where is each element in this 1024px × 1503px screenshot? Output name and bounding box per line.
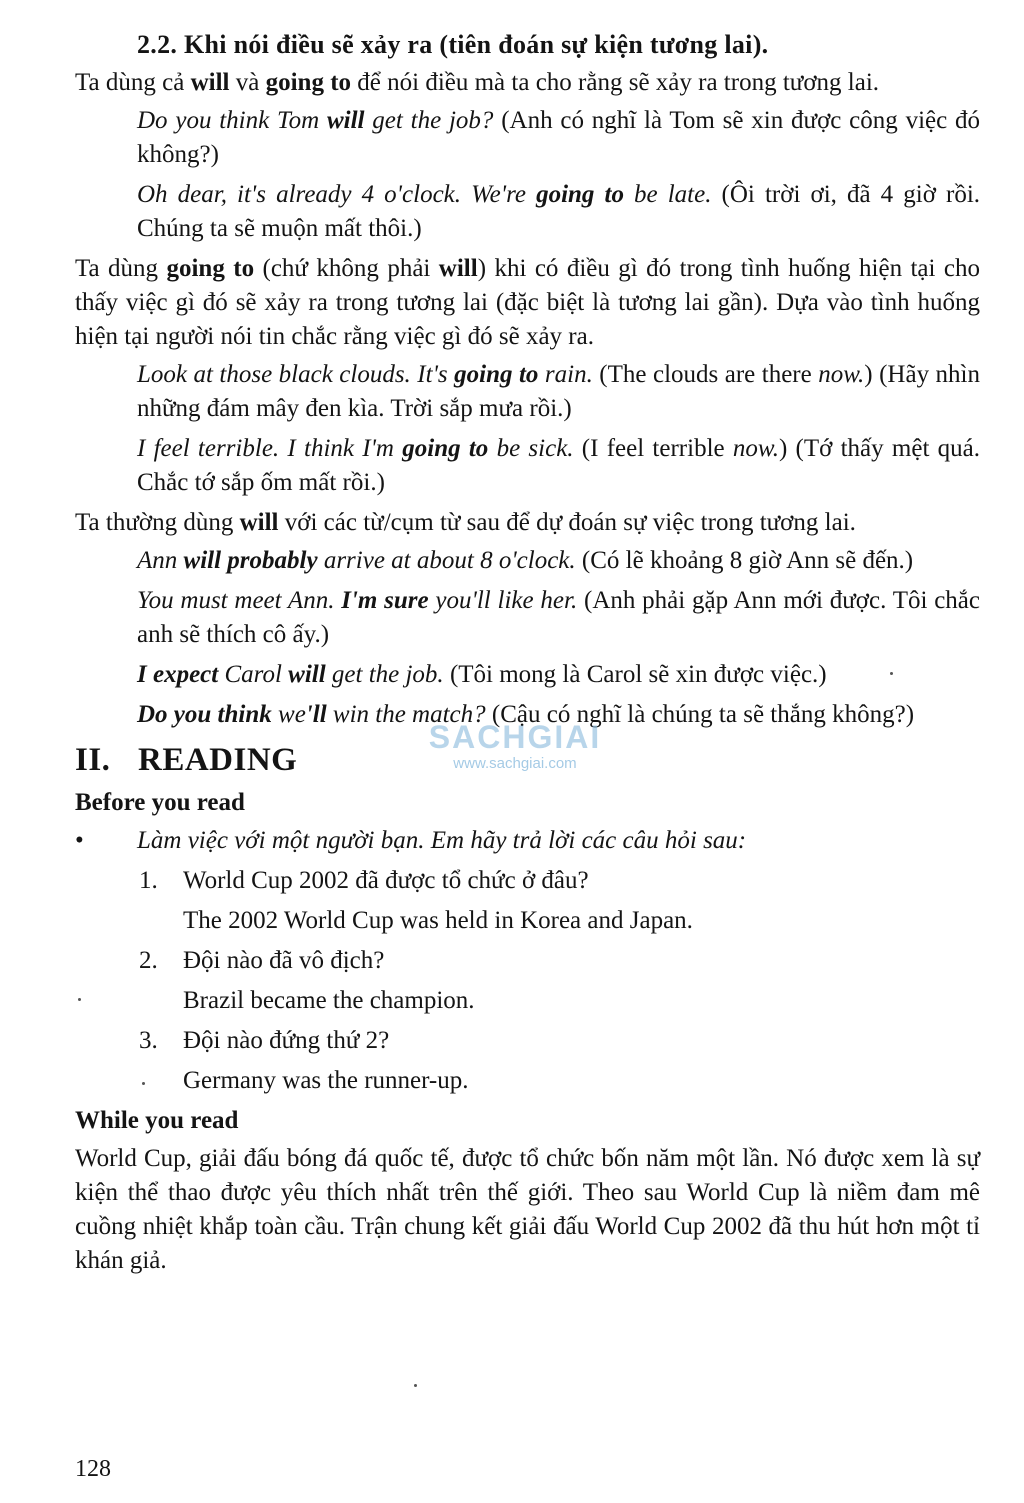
text: Ta dùng cả <box>75 69 191 96</box>
section-number: II. <box>75 742 111 778</box>
scan-speck <box>414 1384 417 1387</box>
page-number: 128 <box>75 1456 111 1482</box>
question-text: World Cup 2002 đã được tổ chức ở đâu? <box>183 867 589 894</box>
text: để nói điều mà ta cho rằng sẽ xảy ra trong tương lai. <box>351 69 880 96</box>
scan-speck <box>890 672 893 675</box>
translation: (The clouds are there <box>592 361 819 388</box>
example-text: be sick. <box>488 435 574 462</box>
going-to-paragraph <box>75 252 980 354</box>
translation: ) (Hãy nhìn những đám mây đen kìa. Trời sắp mưa rồi.) <box>137 361 980 422</box>
text: ) khi có điều gì đó trong tình huống hiện tại cho thấy việc gì đó sẽ xảy ra trong tương lai (đặc biệt là tương lai gần). Dựa vào tình huống hiện tại người nói tin chắc rằng việc gì đó sẽ xảy ra. <box>75 255 980 350</box>
example-2 <box>137 178 980 246</box>
example-text: Ann <box>137 547 184 574</box>
text: Ta thường dùng <box>75 509 240 536</box>
example-7 <box>137 658 980 692</box>
question-number: 1. <box>139 867 158 894</box>
question-2 <box>139 944 980 978</box>
question-1 <box>139 864 980 898</box>
translation: ) (Tớ thấy mệt quá. Chắc tớ sắp ốm mất rồi.) <box>137 435 981 496</box>
example-text: get the job? <box>364 107 494 134</box>
example-text: get the job. <box>325 661 444 688</box>
keyword: will <box>438 255 478 282</box>
example-text: Look at those black clouds. It's <box>137 361 455 388</box>
example-keyword: Do you think <box>137 701 272 728</box>
scan-speck <box>78 998 81 1001</box>
textbook-page <box>75 28 980 1282</box>
example-1 <box>137 104 980 172</box>
scan-speck <box>142 1082 145 1085</box>
example-keyword: will probably <box>183 547 318 574</box>
example-keyword: going to <box>402 435 489 462</box>
example-keyword: I'm sure <box>341 587 429 614</box>
example-text: Carol <box>218 661 289 688</box>
example-keyword: 'll <box>305 701 327 728</box>
watermark-brand: SACHGIAI <box>428 719 602 755</box>
translation: (Tôi mong là Carol sẽ xin được việc.) <box>443 661 827 688</box>
example-text: we <box>271 701 306 728</box>
instruction-text: Làm việc với một người bạn. Em hãy trả lời các câu hỏi sau: <box>137 827 747 854</box>
question-number: 3. <box>139 1027 158 1054</box>
translation: (I feel terrible <box>573 435 733 462</box>
translation: (Ôi trời ơi, đã 4 giờ rồi. Chúng ta sẽ muộn mất thôi.) <box>137 181 981 242</box>
example-keyword: going to <box>454 361 539 388</box>
text: Ta dùng <box>75 255 167 282</box>
instruction-bullet <box>75 824 980 858</box>
intro-paragraph <box>75 66 980 100</box>
example-text: You must meet Ann. <box>137 587 342 614</box>
keyword: going to <box>265 69 352 96</box>
example-text: I feel terrible. I think I'm <box>137 435 403 462</box>
example-4 <box>137 432 980 500</box>
text: (chứ không phải <box>254 255 439 282</box>
example-text: Oh dear, it's already 4 o'clock. We're <box>137 181 537 208</box>
example-text: rain. <box>538 361 593 388</box>
answer-3: Germany was the runner-up. <box>183 1067 469 1094</box>
translation: (Cậu có nghĩ là chúng ta sẽ thắng không?) <box>485 701 915 728</box>
question-3 <box>139 1024 980 1058</box>
example-5 <box>137 544 980 578</box>
example-text: now. <box>818 361 865 388</box>
text: với các từ/cụm từ sau để dự đoán sự việc trong tương lai. <box>278 509 856 536</box>
example-3 <box>137 358 980 426</box>
example-text: Do you think Tom <box>137 107 327 134</box>
reading-heading <box>75 740 980 780</box>
watermark-url: www.sachgiai.com <box>453 755 577 772</box>
while-you-read-heading: While you read <box>75 1107 239 1134</box>
before-you-read-heading: Before you read <box>75 789 245 816</box>
section-heading-text: READING <box>138 742 298 778</box>
keyword: will <box>239 509 279 536</box>
keyword: will <box>190 69 230 96</box>
example-keyword: going to <box>536 181 624 208</box>
example-keyword: I expect <box>137 661 219 688</box>
text: và <box>229 69 266 96</box>
translation: (Anh phải gặp Ann mới được. Tôi chắc anh sẽ thích cô ấy.) <box>137 587 980 648</box>
will-paragraph <box>75 506 980 540</box>
answer-2: Brazil became the champion. <box>183 987 475 1014</box>
translation: (Anh có nghĩ là Tom sẽ xin được công việc đó không?) <box>137 107 981 168</box>
question-text: Đội nào đã vô địch? <box>183 947 385 974</box>
keyword: going to <box>166 255 255 282</box>
example-8 <box>137 698 980 732</box>
example-keyword: will <box>288 661 326 688</box>
translation: (Có lẽ khoảng 8 giờ Ann sẽ đến.) <box>575 547 914 574</box>
while-you-read-text: World Cup, giải đấu bóng đá quốc tế, được tổ chức bốn năm một lần. Nó được xem là sự kiện thể thao được yêu thích nhất trên thế giới. Theo sau World Cup là niềm đam mê cuồng nhiệt khắp toàn cầu. Trận chung kết giải đấu World Cup 2002 đã thu hút hơn một tỉ khán giả. <box>75 1145 980 1274</box>
example-text: now. <box>732 435 779 462</box>
question-number: 2. <box>139 947 158 974</box>
example-text: win the match? <box>326 701 486 728</box>
bullet-icon: • <box>75 827 84 854</box>
example-text: you'll like her. <box>428 587 578 614</box>
example-6 <box>137 584 980 652</box>
section-title: 2.2. Khi nói điều sẽ xảy ra (tiên đoán sự kiện tương lai). <box>137 30 769 59</box>
answer-1: The 2002 World Cup was held in Korea and Japan. <box>183 907 693 934</box>
example-text: be late. <box>623 181 712 208</box>
example-text: arrive at about 8 o'clock. <box>317 547 576 574</box>
example-keyword: will <box>326 107 365 134</box>
question-text: Đội nào đứng thứ 2? <box>183 1027 390 1054</box>
